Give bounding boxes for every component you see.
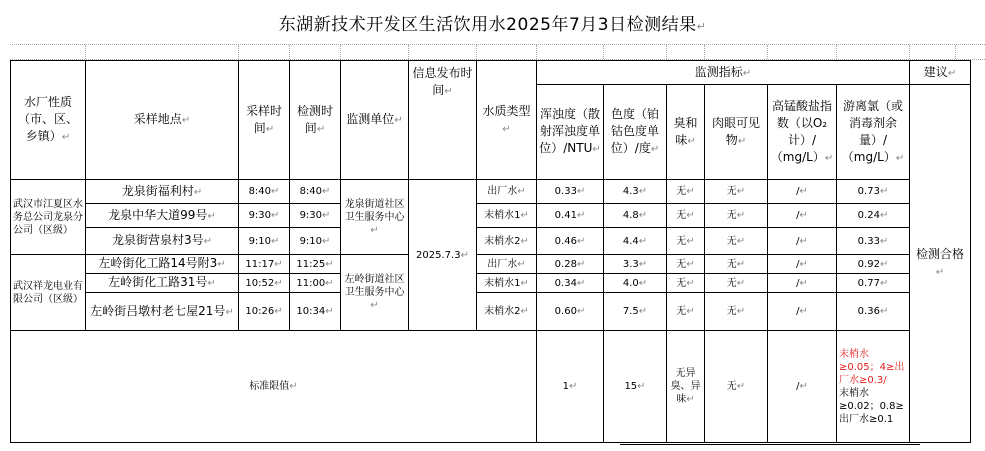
table-row (11, 255, 971, 274)
test-time-cell: 9:30 ↵ (290, 204, 341, 228)
limit-turbidity: 1 ↵ (537, 331, 604, 443)
odor-cell: 无 ↵ (667, 180, 705, 204)
visible-cell: 无 ↵ (705, 228, 768, 255)
header-water-type: 水质类型 ↵ (477, 61, 537, 180)
header-plant: 水厂性质（市、区、乡镇） ↵ (11, 61, 86, 180)
odor-cell: 无 ↵ (667, 274, 705, 293)
site-cell: 左岭街吕墩村老七屋21号 ↵ (86, 293, 239, 331)
header-sample-time: 采样时间 ↵ (239, 61, 290, 180)
chlorine-cell: 0.77 ↵ (837, 274, 910, 293)
limits-row (11, 331, 971, 443)
header-turbidity: 浑浊度（散射浑浊度单位）/NTU ↵ (537, 85, 604, 180)
turbidity-cell: 0.33 ↵ (537, 180, 604, 204)
turbidity-cell: 0.34 ↵ (537, 274, 604, 293)
water-type-cell: 出厂水 ↵ (477, 180, 537, 204)
sample-time-cell: 10:26 ↵ (239, 293, 290, 331)
chlorine-cell: 0.24 ↵ (837, 204, 910, 228)
odor-cell: 无 ↵ (667, 204, 705, 228)
visible-cell: 无 ↵ (705, 274, 768, 293)
visible-cell: 无 ↵ (705, 204, 768, 228)
color-cell: 4.4 ↵ (604, 228, 667, 255)
water-type-cell: 出厂水 ↵ (477, 255, 537, 274)
header-advice: 建议 ↵ (910, 61, 971, 85)
column-marker-strip (10, 44, 985, 60)
water-type-cell: 末梢水2 ↵ (477, 293, 537, 331)
release-cell: 2025.7.3 ↵ (409, 180, 477, 331)
test-time-cell: 8:40 ↵ (290, 180, 341, 204)
visible-cell: 无 ↵ (705, 255, 768, 274)
chlorine-cell: 0.36 ↵ (837, 293, 910, 331)
site-cell: 左岭街化工路31号 ↵ (86, 274, 239, 293)
odor-cell: 无 ↵ (667, 228, 705, 255)
sample-time-cell: 10:52 ↵ (239, 274, 290, 293)
table-row (11, 204, 971, 228)
turbidity-cell: 0.41 ↵ (537, 204, 604, 228)
header-unit: 监测单位 ↵ (341, 61, 409, 180)
site-cell: 龙泉街营泉村3号 ↵ (86, 228, 239, 255)
header-indicators: 监测指标 ↵ (537, 61, 910, 85)
limit-odor: 无异臭、异味 ↵ (667, 331, 705, 443)
water-type-cell: 末梢水2 ↵ (477, 228, 537, 255)
chlorine-cell: 0.33 ↵ (837, 228, 910, 255)
title-text: 东湖新技术开发区生活饮用水2025年7月3日检测结果 (278, 15, 697, 35)
site-cell: 龙泉中华大道99号 ↵ (86, 204, 239, 228)
chlorine-cell: 0.73 ↵ (837, 180, 910, 204)
color-cell: 4.8 ↵ (604, 204, 667, 228)
page-title (0, 10, 985, 35)
water-type-cell: 末梢水1 ↵ (477, 274, 537, 293)
color-cell: 7.5 ↵ (604, 293, 667, 331)
sample-time-cell: 11:17 ↵ (239, 255, 290, 274)
plant-cell: 武汉市江夏区水务总公司龙泉分公司（区级） (11, 180, 86, 255)
table-row (11, 293, 971, 331)
permanganate-cell: / ↵ (768, 228, 837, 255)
results-table (10, 60, 971, 443)
header-odor: 臭和味 ↵ (667, 85, 705, 180)
header-color: 色度（铂钴色度单位）/度 ↵ (604, 85, 667, 180)
sample-time-cell: 9:30 ↵ (239, 204, 290, 228)
chlorine-cell: 0.92 ↵ (837, 255, 910, 274)
odor-cell: 无 ↵ (667, 255, 705, 274)
limit-permanganate: / ↵ (768, 331, 837, 443)
limit-color: 15 ↵ (604, 331, 667, 443)
odor-cell: 无 ↵ (667, 293, 705, 331)
limit-chlorine-red: 末梢水≥0.05；4≥出厂水≥0.3/ (839, 348, 905, 386)
header-permanganate: 高锰酸盐指数（以O₂计）/（mg/L） ↵ (768, 85, 837, 180)
table-row (11, 274, 971, 293)
water-type-cell: 末梢水1 ↵ (477, 204, 537, 228)
color-cell: 4.0 ↵ (604, 274, 667, 293)
limit-chlorine-black: 末梢水≥0.02；0.8≥出厂水≥0.1 (839, 387, 904, 425)
visible-cell: 无 ↵ (705, 293, 768, 331)
header-release: 信息发布时间 ↵ (409, 61, 477, 180)
visible-cell: 无 ↵ (705, 180, 768, 204)
return-mark-icon: ↵ (696, 20, 707, 33)
limit-visible: 无 ↵ (705, 331, 768, 443)
unit-cell: 左岭街道社区卫生服务中心 ↵ (341, 255, 409, 331)
sample-time-cell: 8:40 ↵ (239, 180, 290, 204)
permanganate-cell: / ↵ (768, 274, 837, 293)
advice-cell: 检测合格 ↵ (910, 85, 971, 443)
test-time-cell: 10:34 ↵ (290, 293, 341, 331)
turbidity-cell: 0.46 ↵ (537, 228, 604, 255)
header-chlorine: 游离氯（或消毒剂余量）/（mg/L） ↵ (837, 85, 910, 180)
table-row (11, 228, 971, 255)
header-site: 采样地点 ↵ (86, 61, 239, 180)
sample-time-cell: 9:10 ↵ (239, 228, 290, 255)
site-cell: 龙泉街福利村 ↵ (86, 180, 239, 204)
test-time-cell: 11:00 ↵ (290, 274, 341, 293)
table-row (11, 180, 971, 204)
turbidity-cell: 0.60 ↵ (537, 293, 604, 331)
permanganate-cell: / ↵ (768, 293, 837, 331)
test-time-cell: 11:25 ↵ (290, 255, 341, 274)
plant-cell: 武汉祥龙电业有限公司（区级） (11, 255, 86, 331)
header-test-time: 检测时间 ↵ (290, 61, 341, 180)
test-time-cell: 9:10 ↵ (290, 228, 341, 255)
permanganate-cell: / ↵ (768, 255, 837, 274)
color-cell: 3.3 ↵ (604, 255, 667, 274)
limits-label: 标准限值 ↵ (11, 331, 537, 443)
site-cell: 左岭街化工路14号附3 ↵ (86, 255, 239, 274)
unit-cell: 龙泉街道社区卫生服务中心 ↵ (341, 180, 409, 255)
permanganate-cell: / ↵ (768, 180, 837, 204)
turbidity-cell: 0.28 ↵ (537, 255, 604, 274)
permanganate-cell: / ↵ (768, 204, 837, 228)
color-cell: 4.3 ↵ (604, 180, 667, 204)
header-visible: 肉眼可见物 ↵ (705, 85, 768, 180)
limit-chlorine (837, 331, 910, 443)
